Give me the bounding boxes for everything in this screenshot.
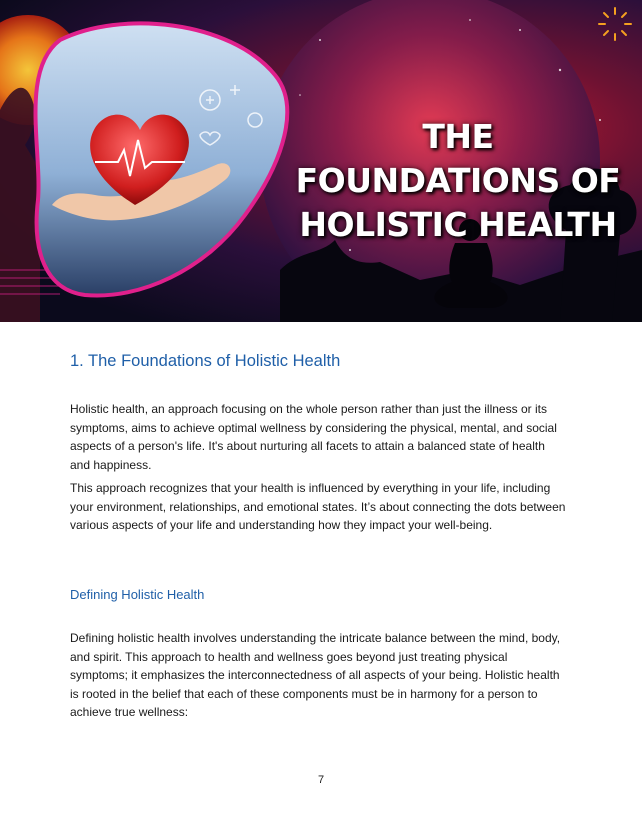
subsection-paragraph: Defining holistic health involves understanding the intricate balance between the mind, body, and spirit. This approach to health and wellness goes beyond just treating physical symptoms; it emphasizes the interconnectedness of all aspects of your being. Holistic health is rooted in the belief that each of these components must be in harmony for a person to achieve true wellness: (70, 631, 561, 720)
section-paragraph-2: This approach recognizes that your health is influenced by everything in your life, including your environment, relationships, and emotional states. It’s about connecting the dots between various aspects of your life and understanding how they impact your well-being. (70, 481, 566, 533)
banner-title-line-1: THE FOUNDATIONS OF (295, 117, 621, 200)
sunburst-icon (599, 8, 631, 40)
subsection-heading: Defining Holistic Health (70, 587, 205, 602)
banner-title-line-2: HOLISTIC HEALTH (299, 205, 617, 244)
page-number: 7 (317, 774, 325, 786)
section-heading: 1. The Foundations of Holistic Health (70, 352, 341, 370)
banner-title (288, 115, 628, 247)
header-banner (0, 0, 642, 322)
section-paragraph-1: Holistic health, an approach focusing on the whole person rather than just the illness or its symptoms, aims to achieve optimal wellness by considering the physical, mental, and social aspects of a person's life. It's about nurturing all facets to attain a balanced state of health and happiness. (70, 402, 557, 472)
